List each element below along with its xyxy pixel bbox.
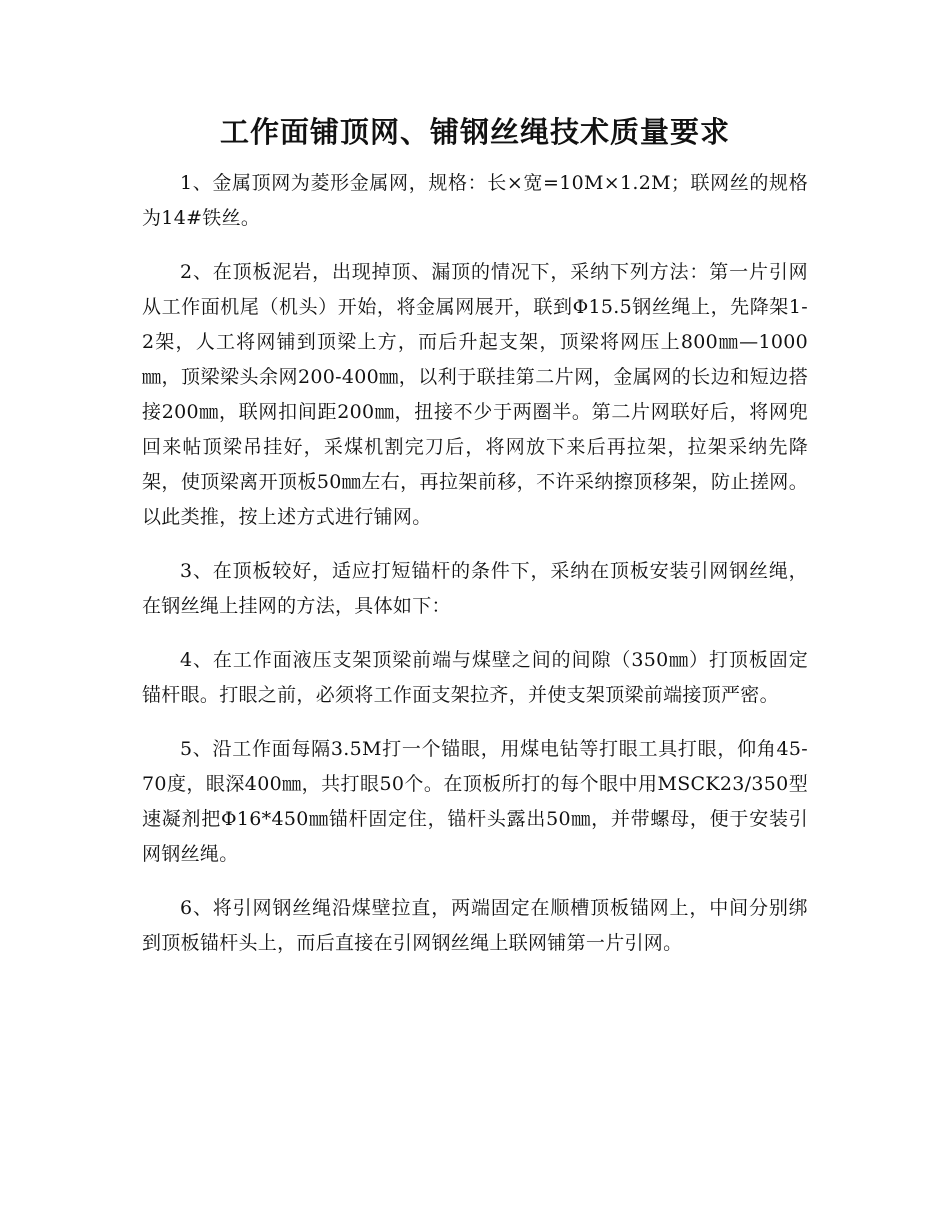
paragraph-5: 5、沿工作面每隔3.5M打一个锚眼，用煤电钻等打眼工具打眼，仰角45-70度，眼深400㎜，共打眼50个。在顶板所打的每个眼中用MSCK23/350型速凝剂把Φ16*450㎜锚杆固定住，锚杆头露出50㎜，并带螺母，便于安装引网钢丝绳。 — [142, 738, 808, 865]
paragraph-1: 1、金属顶网为菱形金属网，规格：长×宽=10M×1.2M；联网丝的规格为14#铁丝。 — [142, 172, 808, 229]
document-body — [142, 166, 808, 980]
paragraph-4: 4、在工作面液压支架顶梁前端与煤壁之间的间隙（350㎜）打顶板固定锚杆眼。打眼之前，必须将工作面支架拉齐，并使支架顶梁前端接顶严密。 — [142, 649, 808, 706]
paragraph-3: 3、在顶板较好，适应打短锚杆的条件下，采纳在顶板安装引网钢丝绳，在钢丝绳上挂网的方法，具体如下： — [142, 560, 808, 617]
paragraph-6: 6、将引网钢丝绳沿煤壁拉直，两端固定在顺槽顶板锚网上，中间分别绑到顶板锚杆头上，而后直接在引网钢丝绳上联网铺第一片引网。 — [142, 897, 808, 954]
document-title: 工作面铺顶网、铺钢丝绳技术质量要求 — [219, 115, 730, 149]
paragraph-2: 2、在顶板泥岩，出现掉顶、漏顶的情况下，采纳下列方法：第一片引网从工作面机尾（机头）开始，将金属网展开，联到Φ15.5钢丝绳上，先降架1-2架，人工将网铺到顶梁上方，而后升起支架，顶梁将网压上800㎜—1000㎜，顶梁梁头余网200-400㎜，以利于联挂第二片网，金属网的长边和短边搭接200㎜，联网扣间距200㎜，扭接不少于两圈半。第二片网联好后，将网兜回来帖顶梁吊挂好，采煤机割完刀后，将网放下来后再拉架，拉架采纳先降架，使顶梁离开顶板50㎜左右，再拉架前移，不许采纳擦顶移架，防止搓网。以此类推，按上述方式进行铺网。 — [142, 261, 808, 528]
